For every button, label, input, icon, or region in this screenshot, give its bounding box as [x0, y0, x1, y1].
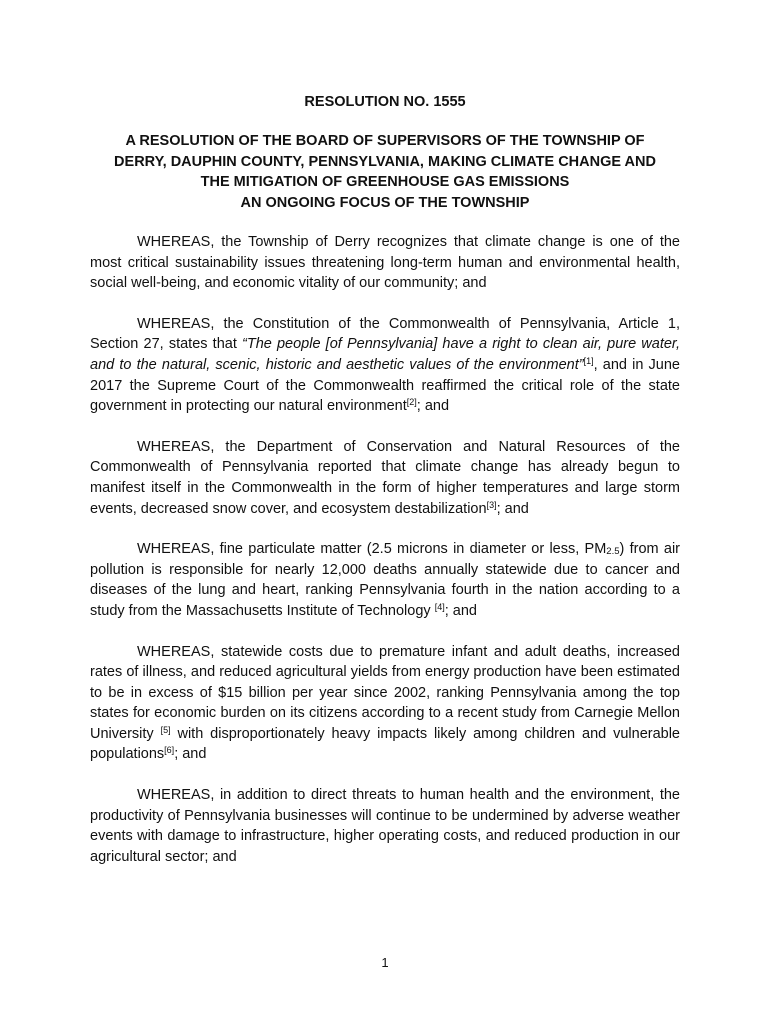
- whereas-paragraph-6: [90, 785, 680, 867]
- whereas-paragraph-3: [90, 437, 680, 519]
- title-line: AN ONGOING FOCUS OF THE TOWNSHIP: [240, 194, 530, 211]
- resolution-title: [90, 131, 680, 213]
- title-line: DERRY, DAUPHIN COUNTY, PENNSYLVANIA, MAKING CLIMATE CHANGE AND: [114, 153, 656, 170]
- paragraph-text: WHEREAS, the Township of Derry recognizes that climate change is one of the most critical sustainability issues threatening long-term human and environmental health, social well-being, and economic vitality of our community; and: [90, 234, 680, 292]
- footnote-ref: [1]: [583, 355, 594, 366]
- paragraph-text: ; and: [444, 602, 477, 619]
- whereas-paragraph-2: [90, 314, 680, 417]
- document-page: [90, 92, 680, 887]
- paragraph-text: WHEREAS, the Department of Conservation and Natural Resources of the Commonwealth of Pennsylvania reported that climate change has already begun to manifest itself in the Commonwealth in the form of higher temperatures and large storm events, decreased snow cover, and ecosystem destabilization: [90, 438, 680, 517]
- title-line: A RESOLUTION OF THE BOARD OF SUPERVISORS OF THE TOWNSHIP OF: [125, 133, 645, 149]
- paragraph-text: WHEREAS, the Constitution of the Commonwealth of Pennsylvania, Article 1, Section 27, states that: [90, 315, 680, 353]
- resolution-number: RESOLUTION NO. 1555: [304, 94, 466, 110]
- paragraph-text: WHEREAS, in addition to direct threats to human health and the environment, the productivity of Pennsylvania businesses will continue to be undermined by adverse weather events with damage to infrastructure, higher operating costs, and reduced production in our agricultural sector; and: [90, 787, 680, 865]
- whereas-paragraph-1: [90, 232, 680, 294]
- footnote-ref: [2]: [406, 397, 417, 408]
- page-number: 1: [381, 955, 389, 970]
- whereas-paragraph-4: [90, 539, 680, 621]
- paragraph-text: ; and: [496, 500, 529, 517]
- paragraph-text: ; and: [416, 398, 450, 415]
- paragraph-text: WHEREAS, statewide costs due to premature infant and adult deaths, increased rates of illness, and reduced agricultural yields from energy production have been estimated to be in excess of $15 billion per year since 2002, ranking Pennsylvania among the top states for economic burden on its citizens according to a recent study from Carnegie Mellon University: [90, 643, 680, 742]
- footnote-ref: [6]: [164, 745, 175, 756]
- footnote-ref: [4]: [434, 601, 445, 612]
- pm-subscript: 2.5: [606, 546, 620, 558]
- whereas-paragraph-5: [90, 642, 680, 766]
- footnote-ref: [3]: [486, 499, 497, 510]
- paragraph-text: , and in June 2017 the Supreme Court of the Commonwealth reaffirmed the critical role of the state government in protecting our natural environment: [90, 356, 680, 415]
- footnote-ref: [5]: [160, 724, 171, 735]
- paragraph-text: ) from air pollution is responsible for nearly 12,000 deaths annually statewide due to cancer and diseases of the lung and heart, ranking Pennsylvania fourth in the nation according to a study from the Massachusetts Institute of Technology: [90, 541, 680, 619]
- title-line: THE MITIGATION OF GREENHOUSE GAS EMISSIONS: [200, 174, 570, 190]
- paragraph-text: with disproportionately heavy impacts likely among children and vulnerable populations: [90, 725, 681, 763]
- constitution-quote: “The people [of Pennsylvania] have a right to clean air, pure water, and to the natural, scenic, historic and aesthetic values of the environment”: [90, 336, 680, 373]
- paragraph-text: ; and: [174, 746, 207, 763]
- paragraph-text: WHEREAS, fine particulate matter (2.5 microns in diameter or less, PM: [137, 541, 607, 558]
